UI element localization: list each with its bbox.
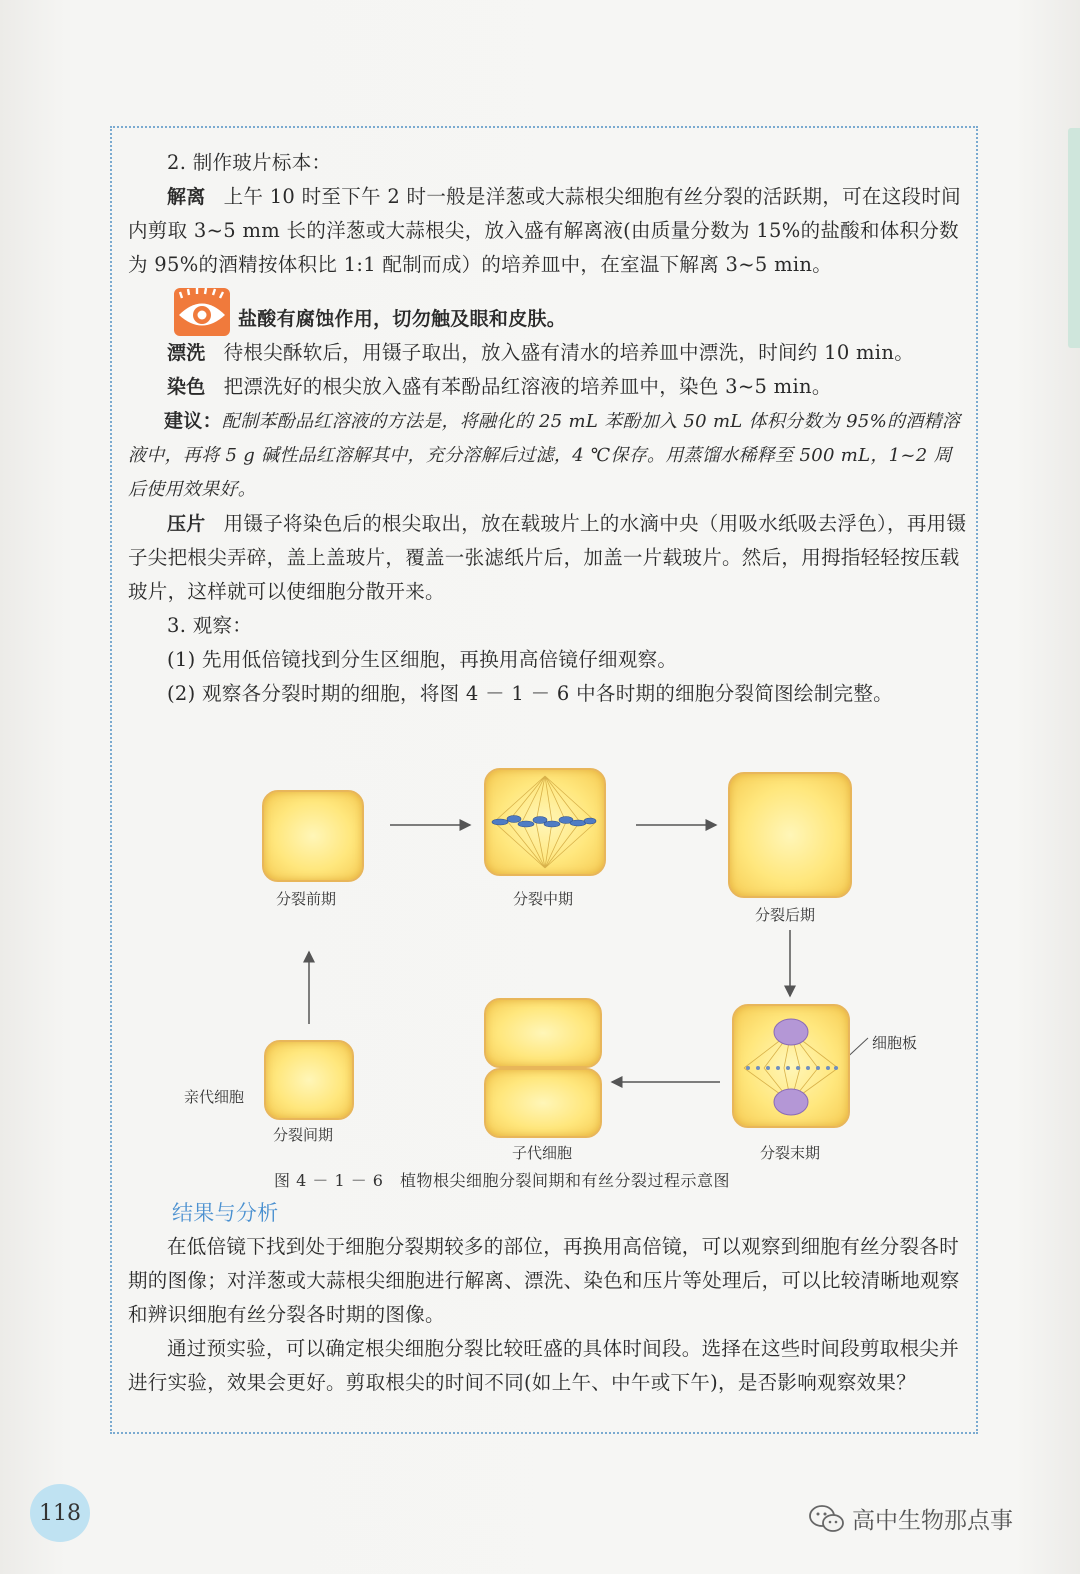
upper-text-block	[128, 146, 970, 711]
anaphase-label: 分裂后期	[755, 906, 816, 924]
metaphase-spindle-drawing	[486, 770, 604, 874]
cell-plate-label: 细胞板	[872, 1034, 918, 1052]
metaphase-label: 分裂中期	[513, 890, 574, 908]
side-tab	[1068, 128, 1080, 348]
results-paragraph-1: 在低倍镜下找到处于细胞分裂期较多的部位，再换用高倍镜，可以观察到细胞有丝分裂各时期的图像；对洋葱或大蒜根尖细胞进行解离、漂洗、染色和压片等处理后，可以比较清晰地观察和辨识细胞有丝分裂各时期的图像。	[128, 1235, 960, 1326]
jieli-paragraph	[128, 180, 970, 282]
piaoxi-text: 待根尖酥软后，用镊子取出，放入盛有清水的培养皿中漂洗，时间约 10 min。	[223, 341, 915, 364]
parent-cell-label: 亲代细胞	[184, 1088, 245, 1106]
telophase-cell	[732, 1004, 850, 1128]
figure-caption: 图 4 － 1 － 6 植物根尖细胞分裂间期和有丝分裂过程示意图	[274, 1171, 730, 1190]
watermark	[808, 1502, 1013, 1535]
anaphase-cell	[728, 772, 852, 898]
daughter-cell-top	[484, 998, 602, 1068]
piaoxi-keyword: 漂洗	[167, 342, 206, 364]
page-number: 118	[39, 1500, 81, 1526]
watermark-text: 高中生物那点事	[852, 1508, 1013, 1534]
jieli-text: 上午 10 时至下午 2 时一般是洋葱或大蒜根尖细胞有丝分裂的活跃期，可在这段时间内剪取 3~5 mm 长的洋葱或大蒜根尖，放入盛有解离液(由质量分数为 15%的盐酸和体积分数为 95%的酒精按体积比 1:1 配制而成）的培养皿中，在室温下解离 3~5 min。	[128, 185, 961, 276]
step2-title: 2. 制作玻片标本：	[167, 151, 332, 174]
jianyi-keyword: 建议：	[164, 410, 222, 432]
daughter-cell-bottom	[484, 1068, 602, 1138]
ranse-keyword: 染色	[167, 376, 206, 398]
yapian-keyword: 压片	[167, 513, 206, 535]
results-title: 结果与分析	[172, 1201, 279, 1225]
daughter-cells-label: 子代细胞	[512, 1144, 573, 1162]
results-paragraph-2: 通过预实验，可以确定根尖细胞分裂比较旺盛的具体时间段。选择在这些时间段剪取根尖并进行实验，效果会更好。剪取根尖的时间不同(如上午、中午或下午)，是否影响观察效果？	[128, 1337, 960, 1394]
warning-row	[128, 288, 970, 336]
interphase-label: 分裂间期	[273, 1126, 334, 1144]
interphase-cell	[264, 1040, 354, 1120]
piaoxi-paragraph	[128, 336, 970, 370]
telophase-label: 分裂末期	[760, 1144, 821, 1162]
page-number-badge	[30, 1484, 90, 1542]
yapian-paragraph	[128, 507, 970, 609]
telophase-drawing	[734, 1006, 848, 1126]
metaphase-cell	[484, 768, 606, 876]
jianyi-text: 配制苯酚品红溶液的方法是，将融化的 25 mL 苯酚加入 50 mL 体积分数为 95%的酒精溶液中，再将 5 g 碱性品红溶解其中，充分溶解后过滤，4 ℃保存。用蒸馏水稀释至 500 mL，1~2 周后使用效果好。	[128, 411, 961, 500]
ranse-text: 把漂洗好的根尖放入盛有苯酚品红溶液的培养皿中，染色 3~5 min。	[223, 375, 832, 398]
warning-text: 盐酸有腐蚀作用，切勿触及眼和皮肤。	[238, 308, 567, 330]
step3-title: 3. 观察：	[167, 614, 253, 637]
jianyi-paragraph	[128, 404, 970, 507]
prophase-label: 分裂前期	[276, 890, 337, 908]
cell-division-diagram	[170, 762, 930, 1202]
lower-text-block	[128, 1196, 970, 1400]
yapian-text: 用镊子将染色后的根尖取出，放在载玻片上的水滴中央（用吸水纸吸去浮色），再用镊子尖把根尖弄碎，盖上盖玻片，覆盖一张滤纸片后，加盖一片载玻片。然后，用拇指轻轻按压载玻片，这样就可以使细胞分散开来。	[128, 512, 967, 603]
jieli-keyword: 解离	[167, 186, 206, 208]
eye-warning-icon	[174, 288, 230, 336]
step3-item1: (1) 先用低倍镜找到分生区细胞，再换用高倍镜仔细观察。	[167, 648, 678, 671]
ranse-paragraph	[128, 370, 970, 404]
step3-item2: (2) 观察各分裂时期的细胞，将图 4 － 1 － 6 中各时期的细胞分裂简图绘制完整。	[167, 682, 893, 705]
prophase-cell	[262, 790, 364, 882]
wechat-icon	[808, 1504, 846, 1534]
